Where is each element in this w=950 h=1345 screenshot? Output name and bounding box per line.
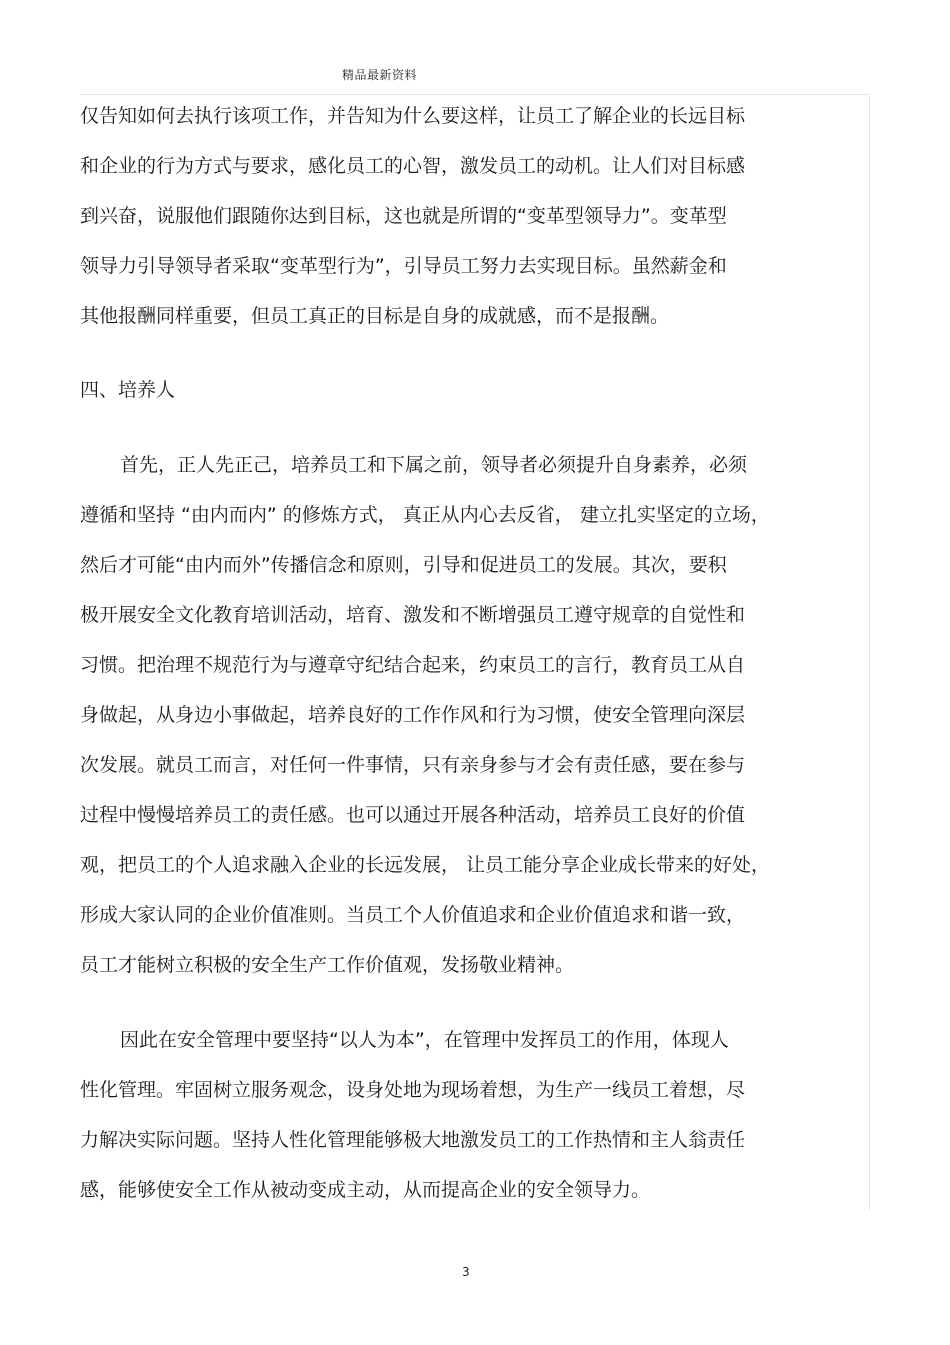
text-line: 过程中慢慢培养员工的责任感。也可以通过开展各种活动，培养员工良好的价值 [80, 804, 746, 826]
text-line: 因此在安全管理中要坚持“以人为本”，在管理中发挥员工的作用，体现人 [120, 1029, 729, 1051]
page-number: 3 [462, 1265, 470, 1279]
section-heading: 四、培养人 [80, 379, 176, 401]
right-margin-divider [869, 96, 870, 1210]
text-line: 次发展。就员工而言，对任何一件事情，只有亲身参与才会有责任感，要在参与 [80, 754, 746, 776]
text-line: 观，把员工的个人追求融入企业的长远发展， 让员工能分享企业成长带来的好处， [80, 854, 771, 876]
text-line: 形成大家认同的企业价值准则。当员工个人价值追求和企业价值追求和谐一致， [80, 904, 746, 926]
text-line: 力解决实际问题。坚持人性化管理能够极大地激发员工的工作热情和主人翁责任 [80, 1129, 746, 1151]
text-line: 感，能够使安全工作从被动变成主动，从而提高企业的安全领导力。 [80, 1179, 651, 1201]
text-line: 领导力引导领导者采取“变革型行为”，引导员工努力去实现目标。虽然薪金和 [80, 255, 727, 277]
text-line: 性化管理。牢固树立服务观念，设身处地为现场着想，为生产一线员工着想，尽 [80, 1079, 746, 1101]
text-line: 身做起，从身边小事做起，培养良好的工作作风和行为习惯，使安全管理向深层 [80, 704, 746, 726]
header-divider [80, 94, 870, 95]
text-line: 习惯。把治理不规范行为与遵章守纪结合起来，约束员工的言行，教育员工从自 [80, 654, 746, 676]
page-header: 精品最新资料 [342, 68, 418, 82]
text-line: 其他报酬同样重要，但员工真正的目标是自身的成就感，而不是报酬。 [80, 305, 670, 327]
text-line: 仅告知如何去执行该项工作，并告知为什么要这样，让员工了解企业的长远目标 [80, 105, 746, 127]
text-line: 极开展安全文化教育培训活动，培育、激发和不断增强员工遵守规章的自觉性和 [80, 604, 746, 626]
text-line: 员工才能树立积极的安全生产工作价值观，发扬敬业精神。 [80, 954, 575, 976]
text-line: 到兴奋，说服他们跟随你达到目标，这也就是所谓的“变革型领导力”。变革型 [80, 205, 727, 227]
text-line: 然后才可能“由内而外”传播信念和原则，引导和促进员工的发展。其次，要积 [80, 554, 727, 576]
text-line: 首先，正人先正己，培养员工和下属之前，领导者必须提升自身素养，必须 [120, 454, 748, 476]
text-line: 遵循和坚持 “由内而内” 的修炼方式， 真正从内心去反省， 建立扎实坚定的立场， [80, 504, 770, 526]
text-line: 和企业的行为方式与要求，感化员工的心智，激发员工的动机。让人们对目标感 [80, 155, 746, 177]
